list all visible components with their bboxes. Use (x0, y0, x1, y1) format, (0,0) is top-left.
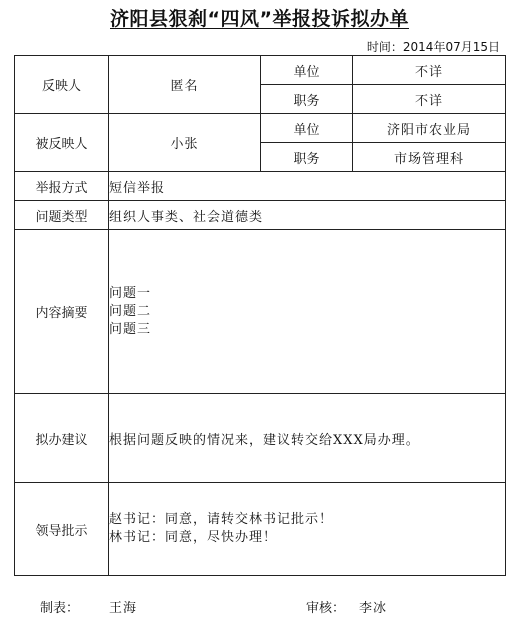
type-row (15, 201, 506, 230)
complaint-form-table (14, 55, 506, 576)
instruction-line: 林书记：同意，尽快办理！ (109, 530, 278, 545)
reviewer-name: 李冰 (359, 601, 388, 616)
reporter-unit-label: 单位 (261, 56, 353, 85)
instructions-row (15, 483, 506, 576)
reported-name: 小张 (109, 114, 261, 172)
preparer-signature (40, 597, 137, 616)
suggestion-label: 拟办建议 (15, 394, 109, 483)
reporter-label: 反映人 (15, 56, 109, 114)
suggestion-row (15, 394, 506, 483)
reported-unit-value: 济阳市农业局 (353, 114, 506, 143)
summary-row (15, 230, 506, 394)
reported-row-1 (15, 114, 506, 143)
summary-line: 问题二 (109, 303, 152, 319)
instruction-line: 赵书记：同意，请转交林书记批示！ (109, 512, 334, 527)
summary-content (109, 230, 506, 394)
method-label: 举报方式 (15, 172, 109, 201)
form-title: 济阳县狠刹“四风”举报投诉拟办单 (110, 8, 409, 30)
method-value: 短信举报 (109, 172, 506, 201)
type-value: 组织人事类、社会道德类 (109, 201, 506, 230)
preparer-label: 制表： (40, 601, 80, 616)
reported-position-value: 市场管理科 (353, 143, 506, 172)
method-row (15, 172, 506, 201)
preparer-name: 王海 (109, 601, 138, 616)
reviewer-label: 审核： (306, 601, 346, 616)
type-label: 问题类型 (15, 201, 109, 230)
summary-line: 问题三 (109, 321, 152, 337)
summary-label: 内容摘要 (15, 230, 109, 394)
form-date: 时间：2014年07月15日 (366, 40, 500, 54)
reporter-row-1 (15, 56, 506, 85)
reporter-position-value: 不详 (353, 85, 506, 114)
reviewer-signature (306, 597, 387, 616)
reporter-name: 匿名 (109, 56, 261, 114)
reporter-position-label: 职务 (261, 85, 353, 114)
suggestion-value: 根据问题反映的情况来，建议转交给XXX局办理。 (109, 394, 506, 483)
instructions-label: 领导批示 (15, 483, 109, 576)
reported-position-label: 职务 (261, 143, 353, 172)
reported-unit-label: 单位 (261, 114, 353, 143)
reported-label: 被反映人 (15, 114, 109, 172)
summary-line: 问题一 (109, 285, 152, 301)
reporter-unit-value: 不详 (353, 56, 506, 85)
instructions-content (109, 483, 506, 576)
